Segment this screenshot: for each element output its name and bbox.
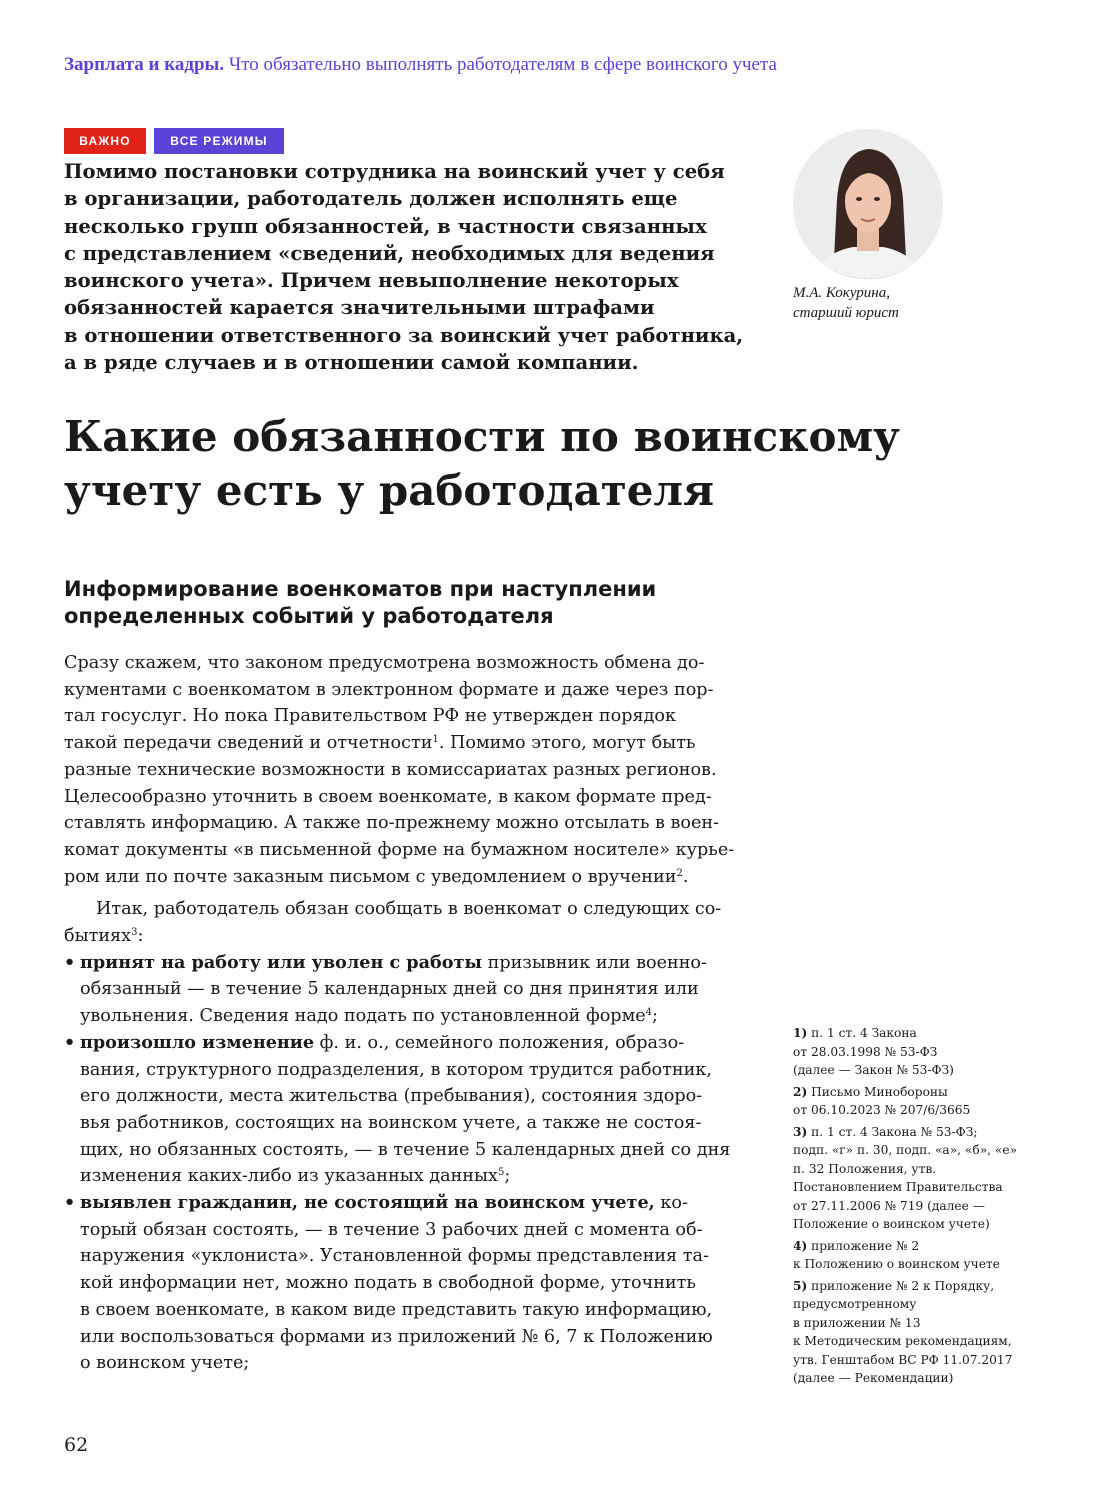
text-line: комат документы «в письменной форме на бумажном носителе» курье- [64, 839, 735, 860]
lead-line: с представлением «сведений, необходимых для ведения [64, 241, 715, 265]
footnote-ref-4: 4 [645, 1007, 653, 1019]
body-text [64, 650, 764, 1377]
text-line: или воспользоваться формами из приложений № 6, 7 к Положению [80, 1326, 713, 1347]
author-photo [793, 129, 943, 279]
author-caption [793, 283, 899, 323]
text-line: щих, но обязанных состоять, — в течение 5 календарных дней со дня [80, 1139, 731, 1160]
article-title [64, 410, 900, 518]
text-line: Итак, работодатель обязан сообщать в военкомат о следующих со- [96, 899, 722, 920]
text-line: бытиях$^3$: [64, 926, 144, 947]
text-line: его должности, места жительства (пребывания), состояния здоро- [80, 1086, 703, 1107]
footnote-1: 1) п. 1 ст. 4 Закона от 28.03.1998 № 53-ФЗ (далее — Закон № 53-ФЗ) [793, 1026, 954, 1077]
text-line: наружения «уклониста». Установленной формы представления та- [80, 1246, 709, 1267]
footnote-ref-1: 1 [432, 734, 439, 746]
list-item: • выявлен гражданин, не состоящий на воинском учете, ко- [64, 1190, 764, 1217]
lead-line: воинского учета». Причем невыполнение некоторых [64, 269, 679, 293]
lead-line: обязанностей карается значительными штрафами [64, 296, 655, 320]
text-line: кой информации нет, можно подать в свободной форме, уточнить [80, 1273, 696, 1294]
page-number: 62 [64, 1434, 89, 1456]
lead-line: а в ряде случаев и в отношении самой компании. [64, 351, 639, 375]
lead-line: несколько групп обязанностей, в частности связанных [64, 214, 707, 238]
section-heading [64, 576, 656, 630]
lead-line: в отношении ответственного за воинский учет работника, [64, 323, 744, 347]
lead-line: в организации, работодатель должен исполнять еще [64, 187, 678, 211]
text-line: вья работников, состоящих на воинском учете, а также не состоя- [80, 1112, 702, 1133]
bullet: • [64, 1192, 76, 1214]
footnotes [793, 1024, 1033, 1391]
text-line: ром или по почте заказным письмом с уведомлением о вручении$^2$. [64, 866, 689, 887]
text-line: торый обязан состоять, — в течение 3 рабочих дней с момента об- [80, 1219, 703, 1240]
running-header [64, 54, 777, 76]
text-line: ставлять информацию. А также по-прежнему можно отсылать в воен- [64, 813, 720, 834]
text-line: в своем военкомате, в каком виде представить такую информацию, [80, 1299, 713, 1320]
section-heading-line: определенных событий у работодателя [64, 604, 554, 628]
lead-line: Помимо постановки сотрудника на воинский учет у себя [64, 160, 725, 183]
footnote-ref-3: 3 [131, 927, 138, 939]
footnote-3: 3) п. 1 ст. 4 Закона № 53-ФЗ; подп. «г» п. 30, подп. «а», «б», «е» п. 32 Положения, утв. Постановлением Правительства от 27.11.2006 № 719 (далее — Положение о воинском учете) [793, 1124, 1018, 1231]
footnote-4: 4) приложение № 2 к Положению о воинском учете [793, 1238, 1000, 1271]
text-line: Целесообразно уточнить в своем военкомате, в каком формате пред- [64, 786, 712, 807]
lead-paragraph [64, 158, 764, 376]
badge-all-modes: ВСЕ РЕЖИМЫ [154, 128, 284, 154]
text-line: кументами с военкоматом в электронном формате и даже через пор- [64, 679, 714, 700]
text-line: Сразу скажем, что законом предусмотрена возможность обмена до- [64, 653, 705, 673]
text-line: такой передачи сведений и отчетности$^1$. Помимо этого, могут быть [64, 733, 696, 754]
text-line: обязанный — в течение 5 календарных дней со дня принятия или [80, 979, 699, 1000]
section-heading-line: Информирование военкоматов при наступлении [64, 577, 657, 601]
title-line: Какие обязанности по воинскому [64, 412, 900, 461]
text-line: тал госуслуг. Но пока Правительством РФ не утвержден порядок [64, 706, 676, 727]
text-line: о воинском учете; [80, 1353, 250, 1374]
text-line: разные технические возможности в комиссариатах разных регионов. [64, 759, 717, 780]
footnote-ref-5: 5 [497, 1167, 505, 1179]
author-name: М.А. Кокурина, [793, 285, 890, 301]
footnote-5: 5) приложение № 2 к Порядку, предусмотренному в приложении № 13 к Методическим рекомендациям, утв. Генштабом ВС РФ 11.07.2017 (далее — Рекомендации) [793, 1278, 1013, 1385]
bullet: • [64, 951, 76, 973]
badge-important: ВАЖНО [64, 128, 146, 154]
bullet: • [64, 1031, 76, 1053]
list-item: • принят на работу или уволен с работы призывник или военно- [64, 950, 764, 977]
footnote-ref-2: 2 [676, 867, 683, 879]
text-line: вания, структурного подразделения, в котором трудится работник, [80, 1059, 712, 1080]
footnote-2: 2) Письмо Минобороны от 06.10.2023 № 207/6/3665 [793, 1084, 971, 1117]
title-line: учету есть у работодателя [64, 466, 715, 515]
author-position: старший юрист [793, 305, 899, 321]
text-line: изменения каких-либо из указанных данных$^5$; [80, 1166, 511, 1187]
text-line: увольнения. Сведения надо подать по установленной форме$^4$; [80, 1006, 658, 1027]
list-item: • произошло изменение ф. и. о., семейного положения, образо- [64, 1030, 764, 1057]
running-header-title: Что обязательно выполнять работодателям в сфере воинского учета [228, 54, 777, 75]
running-header-section: Зарплата и кадры. [64, 54, 225, 75]
